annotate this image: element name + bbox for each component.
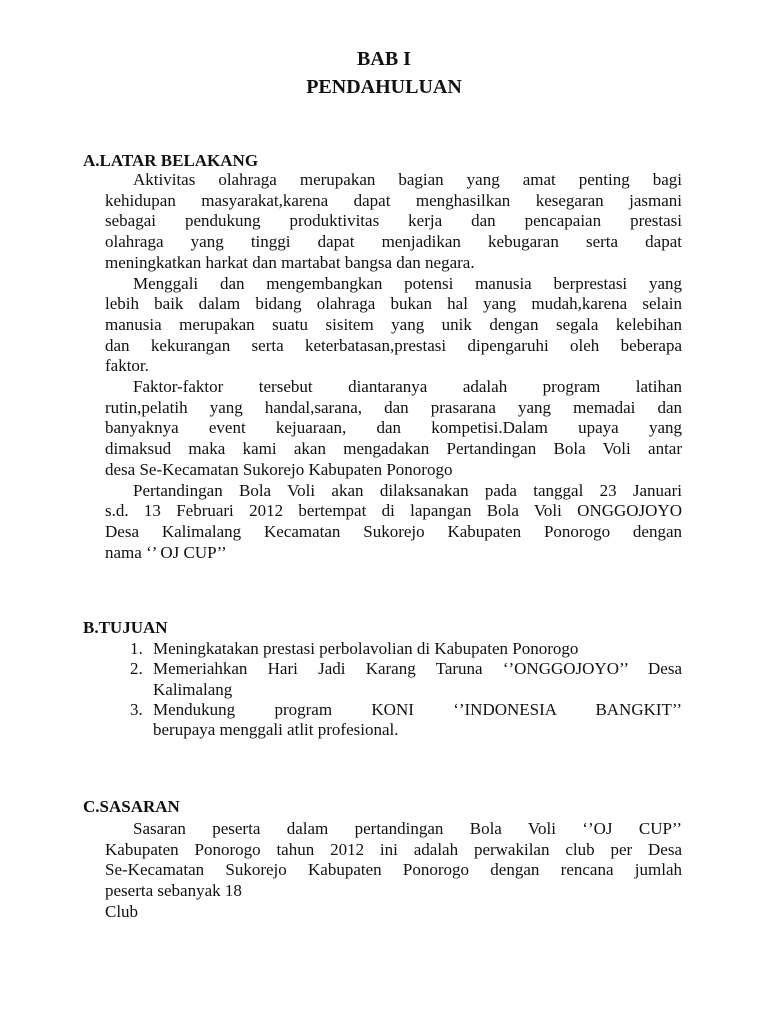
paragraph-line: nama ‘’ OJ CUP’’: [105, 542, 227, 562]
paragraph: [105, 481, 682, 564]
paragraph-line: Desa Kalimalang Kecamatan Sukorejo Kabupaten Ponorogo dengan: [105, 521, 682, 541]
paragraph-line: Sasaran peserta dalam pertandingan Bola Voli ‘’OJ CUP’’: [133, 819, 682, 838]
list-item: [130, 659, 682, 700]
chapter-title: PENDAHULUAN: [306, 76, 462, 98]
paragraph-line: faktor.: [105, 356, 149, 376]
paragraph-line: sebagai pendukung produktivitas kerja dan pencapaian prestasi: [105, 211, 682, 231]
section-a-heading: A.LATAR BELAKANG: [83, 151, 259, 170]
paragraph-line: Faktor-faktor tersebut diantaranya adalah program latihan: [133, 377, 682, 397]
paragraph-line: Club: [105, 901, 139, 921]
list-item: [130, 639, 682, 659]
paragraph-line: Se-Kecamatan Sukorejo Kabupaten Ponorogo dengan rencana jumlah: [105, 860, 682, 880]
list-item-line: Meningkatakan prestasi perbolavolian di Kabupaten Ponorogo: [153, 639, 579, 658]
chapter-number: BAB I: [357, 48, 411, 70]
list-item: [130, 700, 682, 741]
paragraph-line: dan kekurangan serta keterbatasan,prestasi dipengaruhi oleh beberapa: [105, 335, 682, 355]
paragraph-line: peserta sebanyak 18: [105, 881, 242, 901]
list-item-text: [153, 700, 682, 741]
paragraph-line: manusia merupakan suatu sisitem yang unik dengan segala kelebihan: [105, 314, 682, 334]
paragraph-line: Aktivitas olahraga merupakan bagian yang amat penting bagi: [133, 170, 682, 189]
paragraph-line: Kabupaten Ponorogo tahun 2012 ini adalah perwakilan club per Desa: [105, 839, 682, 859]
paragraph-line: desa Se-Kecamatan Sukorejo Kabupaten Ponorogo: [105, 459, 453, 479]
paragraph-line: rutin,pelatih yang handal,sarana, dan prasarana yang memadai dan: [105, 397, 682, 417]
paragraph: [105, 170, 682, 274]
list-number: 3.: [130, 699, 143, 719]
paragraph-line: Pertandingan Bola Voli akan dilaksanakan pada tanggal 23 Januari: [133, 480, 682, 500]
list-item-text: [153, 639, 682, 659]
section-a-body: [105, 170, 682, 563]
section-c-heading: C.SASARAN: [83, 797, 180, 816]
list-item-line: Mendukung program KONI ‘’INDONESIA BANGKIT’’: [153, 699, 682, 719]
paragraph: [105, 377, 682, 481]
section-c-body: [105, 819, 682, 923]
paragraph-line: lebih baik dalam bidang olahraga bukan hal yang mudah,karena selain: [105, 294, 682, 314]
paragraph: [105, 274, 682, 378]
paragraph-line: banyaknya event kejuaraan, dan kompetisi.Dalam upaya yang: [105, 418, 682, 438]
paragraph-line: Menggali dan mengembangkan potensi manusia berprestasi yang: [133, 273, 682, 293]
section-b-list: [130, 639, 682, 740]
paragraph-line: meningkatkan harkat dan martabat bangsa dan negara.: [105, 252, 475, 272]
list-item-text: [153, 659, 682, 700]
section-b-heading: B.TUJUAN: [83, 618, 168, 637]
list-item-line: berupaya menggali atlit profesional.: [153, 720, 399, 740]
list-item-line: Memeriahkan Hari Jadi Karang Taruna ‘’ONGGOJOYO’’ Desa: [153, 659, 682, 679]
list-number: 2.: [130, 659, 143, 679]
list-item-line: Kalimalang: [153, 679, 233, 699]
paragraph-line: s.d. 13 Februari 2012 bertempat di lapangan Bola Voli ONGGOJOYO: [105, 501, 682, 521]
list-number: 1.: [130, 639, 143, 658]
paragraph-line: olahraga yang tinggi dapat menjadikan kebugaran serta dapat: [105, 232, 682, 252]
paragraph-line: dimaksud maka kami akan mengadakan Pertandingan Bola Voli antar: [105, 439, 682, 459]
paragraph-line: kehidupan masyarakat,karena dapat menghasilkan kesegaran jasmani: [105, 190, 682, 210]
